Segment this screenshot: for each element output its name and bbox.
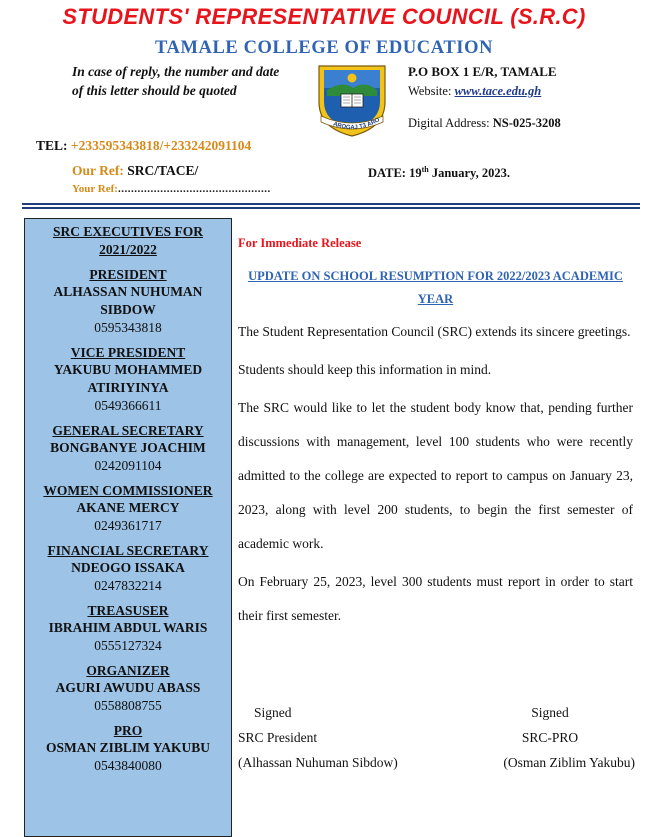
letter-body (238, 236, 633, 633)
your-ref-value: ............................................... (117, 183, 271, 195)
executive-entry (25, 542, 231, 595)
signatory-role: SRC-PRO (521, 730, 579, 745)
tel-numbers: +233595343818/+233242091104 (70, 138, 252, 153)
reply-note (72, 62, 302, 100)
reply-note-line2: of this letter should be quoted (72, 83, 237, 98)
executive-phone: 0595343818 (94, 320, 162, 335)
executive-role: PRO (113, 723, 143, 738)
header-divider-top (22, 203, 640, 205)
executive-name: YAKUBU MOHAMMED ATIRIYINYA (53, 362, 203, 395)
our-ref-value: SRC/TACE/ (127, 163, 199, 178)
executive-entry (25, 266, 231, 337)
our-ref-line (72, 163, 198, 179)
college-name: TAMALE COLLEGE OF EDUCATION (154, 38, 494, 58)
digital-address: NS-025-3208 (492, 116, 561, 130)
your-ref-line (72, 183, 271, 195)
executives-sidebar (24, 218, 232, 837)
signed-label: Signed (254, 705, 292, 720)
date-suffix: th (421, 165, 429, 174)
executive-role: TREASUSER (87, 603, 169, 618)
executive-name: BONGBANYE JOACHIM (50, 440, 206, 455)
executives-heading: SRC EXECUTIVES FOR 2021/2022 (52, 224, 204, 257)
executive-role: VICE PRESIDENT (70, 345, 186, 360)
executive-role: FINANCIAL SECRETARY (47, 543, 209, 558)
signature-block-president (238, 700, 398, 775)
our-ref-label: Our Ref: (72, 163, 128, 178)
executive-phone: 0242091104 (94, 458, 162, 473)
executive-entry (25, 602, 231, 655)
release-label: For Immediate Release (238, 236, 362, 250)
telephone-line (36, 138, 251, 154)
reply-note-line1: In case of reply, the number and date (72, 64, 280, 79)
executive-role: GENERAL SECRETARY (52, 423, 204, 438)
letter-subject: UPDATE ON SCHOOL RESUMPTION FOR 2022/2023 ACADEMIC YEAR (248, 269, 623, 306)
letter-paragraph: Students should keep this information in mind. (238, 362, 492, 377)
signature-block-pro (470, 700, 635, 775)
executive-entry (25, 722, 231, 775)
letter-paragraph: The SRC would like to let the student body know that, pending further discussions with management, level 100 students who were recently admitted to the college are expected to report to campus on January 23, 2023, along with level 200 students, to begin the first semester of academic work. (238, 400, 633, 551)
executive-entry (25, 422, 231, 475)
college-crest-logo (313, 62, 391, 138)
signed-label: Signed (531, 705, 569, 720)
header-divider-bottom (22, 207, 640, 209)
executive-entry (25, 344, 231, 415)
website-label: Website: (408, 84, 455, 98)
letter-paragraph: The Student Representation Council (SRC) extends its sincere greetings. (238, 324, 631, 339)
executive-entry (25, 662, 231, 715)
executive-role: WOMEN COMMISSIONER (43, 483, 213, 498)
executive-phone: 0549366611 (94, 398, 162, 413)
digital-address-line (408, 116, 561, 131)
website-line (408, 84, 541, 99)
your-ref-label: Your Ref: (72, 183, 118, 195)
executive-role: PRESIDENT (89, 267, 167, 282)
crest-motto: AROGAJ T3 ARO (332, 117, 381, 132)
executive-name: IBRAHIM ABDUL WARIS (48, 620, 208, 635)
executive-phone: 0555127324 (94, 638, 162, 653)
executive-phone: 0247832214 (94, 578, 162, 593)
executive-name: AGURI AWUDU ABASS (55, 680, 201, 695)
signatory-role: SRC President (238, 730, 318, 745)
tel-label: TEL: (36, 138, 71, 153)
executive-name: NDEOGO ISSAKA (71, 560, 185, 575)
date-rest: January, 2023. (428, 166, 510, 181)
po-box: P.O BOX 1 E/R, TAMALE (408, 64, 557, 79)
executive-phone: 0543840080 (94, 758, 162, 773)
executive-phone: 0558808755 (94, 698, 162, 713)
letter-paragraph: On February 25, 2023, level 300 students must report in order to start their first semester. (238, 574, 633, 623)
website-link[interactable]: www.tace.edu.gh (454, 84, 542, 98)
digital-address-label: Digital Address: (408, 116, 493, 130)
executive-role: ORGANIZER (86, 663, 170, 678)
signatory-name: (Alhassan Nuhuman Sibdow) (238, 755, 398, 770)
council-title: STUDENTS' REPRESENTATIVE COUNCIL (S.R.C) (62, 4, 586, 29)
date-label: DATE: 19 (368, 166, 422, 181)
executive-name: ALHASSAN NUHUMAN SIBDOW (53, 284, 203, 317)
executive-name: OSMAN ZIBLIM YAKUBU (45, 740, 211, 755)
signatory-name: (Osman Ziblim Yakubu) (503, 755, 635, 770)
executive-name: AKANE MERCY (76, 500, 180, 515)
executive-phone: 0249361717 (94, 518, 162, 533)
executive-entry (25, 482, 231, 535)
letter-date (368, 165, 510, 181)
